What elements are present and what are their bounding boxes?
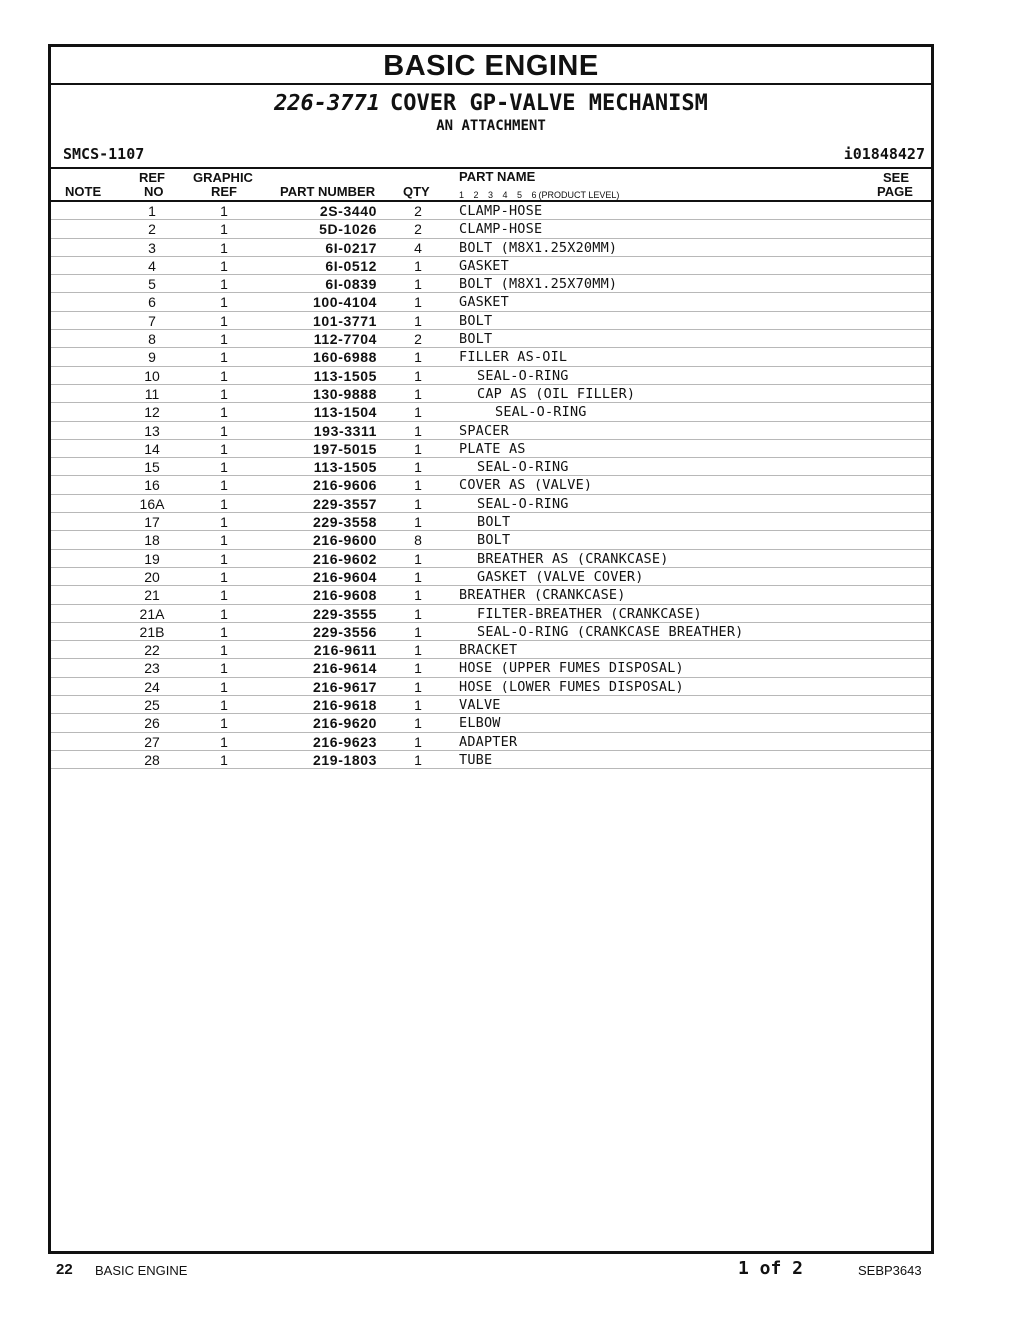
part-name: SEAL-O-RING: [495, 404, 587, 421]
quantity: 8: [414, 532, 422, 549]
part-name: BOLT: [459, 312, 493, 329]
graphic-ref: 1: [220, 623, 228, 640]
graphic-ref: 1: [220, 733, 228, 750]
graphic-ref: 1: [220, 550, 228, 567]
table-row: [51, 586, 931, 604]
graphic-ref: 1: [220, 440, 228, 457]
graphic-ref: 1: [220, 312, 228, 329]
part-number: 229-3558: [313, 514, 377, 531]
ref-no: 7: [148, 312, 156, 329]
ref-no: 17: [144, 514, 160, 531]
part-name: SEAL-O-RING: [477, 495, 569, 512]
part-name: COVER AS (VALVE): [459, 477, 593, 494]
quantity: 1: [414, 550, 422, 567]
part-number: 216-9620: [313, 715, 377, 732]
part-name: BRACKET: [459, 642, 518, 659]
ref-no: 18: [144, 532, 160, 549]
graphic-ref: 1: [220, 514, 228, 531]
part-number: 197-5015: [313, 440, 377, 457]
header-ref-1: REF: [139, 170, 165, 185]
smcs-row: [51, 141, 931, 169]
quantity: 1: [414, 587, 422, 604]
ref-no: 21: [144, 587, 160, 604]
graphic-ref: 1: [220, 294, 228, 311]
quantity: 1: [414, 459, 422, 476]
table-row: [51, 476, 931, 494]
part-name: GASKET: [459, 294, 509, 311]
part-number: 219-1803: [313, 751, 377, 768]
part-number: 112-7704: [313, 331, 377, 348]
graphic-ref: 1: [220, 678, 228, 695]
ref-no: 28: [144, 751, 160, 768]
ref-no: 26: [144, 715, 160, 732]
part-number: 216-9606: [313, 477, 377, 494]
graphic-ref: 1: [220, 349, 228, 366]
quantity: 1: [414, 642, 422, 659]
graphic-ref: 1: [220, 642, 228, 659]
graphic-ref: 1: [220, 568, 228, 585]
part-name: BREATHER (CRANKCASE): [459, 587, 626, 604]
part-name: PLATE AS: [459, 440, 526, 457]
ref-no: 3: [148, 239, 156, 256]
header-graphic-2: REF: [211, 184, 237, 199]
part-number: 216-9602: [313, 550, 377, 567]
group-title: [51, 91, 931, 117]
part-number: 6I-0839: [325, 276, 377, 293]
part-name: VALVE: [459, 697, 501, 714]
part-number: 229-3556: [313, 623, 377, 640]
part-number: 6I-0512: [325, 257, 377, 274]
table-row: [51, 513, 931, 531]
graphic-ref: 1: [220, 751, 228, 768]
parts-list: [51, 202, 931, 769]
graphic-ref: 1: [220, 385, 228, 402]
part-name: BOLT: [477, 532, 511, 549]
graphic-ref: 1: [220, 257, 228, 274]
table-row: [51, 312, 931, 330]
graphic-ref: 1: [220, 495, 228, 512]
graphic-ref: 1: [220, 239, 228, 256]
quantity: 1: [414, 367, 422, 384]
graphic-ref: 1: [220, 697, 228, 714]
header-part-number: PART NUMBER: [280, 184, 376, 199]
graphic-ref: 1: [220, 532, 228, 549]
ref-no: 20: [144, 568, 160, 585]
graphic-ref: 1: [220, 715, 228, 732]
product-level-numbers: 1 2 3 4 5 6: [459, 190, 537, 200]
quantity: 1: [414, 422, 422, 439]
smcs-code: SMCS-1107: [63, 145, 145, 163]
part-name: ELBOW: [459, 715, 501, 732]
table-row: [51, 495, 931, 513]
table-row: [51, 257, 931, 275]
quantity: 1: [414, 440, 422, 457]
part-number: 101-3771: [313, 312, 377, 329]
graphic-ref: 1: [220, 221, 228, 238]
footer-document-id: SEBP3643: [858, 1263, 922, 1278]
ref-no: 21B: [139, 623, 165, 640]
ref-no: 6: [148, 294, 156, 311]
part-name: CAP AS (OIL FILLER): [477, 385, 636, 402]
part-number: 216-9604: [313, 568, 377, 585]
table-row: [51, 696, 931, 714]
ref-no: 2: [148, 221, 156, 238]
illustration-id: i01848427: [843, 145, 925, 163]
part-name: SEAL-O-RING (CRANKCASE BREATHER): [477, 623, 744, 640]
part-number: 216-9608: [313, 587, 377, 604]
part-number: 6I-0217: [325, 239, 377, 256]
part-name: HOSE (LOWER FUMES DISPOSAL): [459, 678, 684, 695]
table-row: [51, 330, 931, 348]
table-row: [51, 550, 931, 568]
quantity: 1: [414, 257, 422, 274]
part-number: 113-1505: [313, 367, 377, 384]
part-number: 216-9617: [313, 678, 377, 695]
part-number: 229-3555: [313, 605, 377, 622]
part-number: 100-4104: [313, 294, 377, 311]
table-row: [51, 605, 931, 623]
table-row: [51, 422, 931, 440]
footer-page-number: 22: [56, 1261, 73, 1278]
table-row: [51, 751, 931, 769]
table-row: [51, 202, 931, 220]
part-number: 229-3557: [313, 495, 377, 512]
ref-no: 11: [144, 385, 160, 402]
part-number: 216-9614: [313, 660, 377, 677]
quantity: 1: [414, 623, 422, 640]
graphic-ref: 1: [220, 660, 228, 677]
graphic-ref: 1: [220, 605, 228, 622]
parts-page-frame: [48, 44, 934, 1254]
header-ref-2: NO: [144, 184, 164, 199]
quantity: 1: [414, 404, 422, 421]
header-graphic-1: GRAPHIC: [193, 170, 253, 185]
quantity: 2: [414, 203, 422, 219]
quantity: 2: [414, 221, 422, 238]
quantity: 2: [414, 331, 422, 348]
ref-no: 23: [144, 660, 160, 677]
quantity: 1: [414, 312, 422, 329]
part-number: 216-9623: [313, 733, 377, 750]
quantity: 4: [414, 239, 422, 256]
table-row: [51, 714, 931, 732]
ref-no: 4: [148, 257, 156, 274]
ref-no: 9: [148, 349, 156, 366]
part-name: BOLT (M8X1.25X20MM): [459, 239, 618, 256]
table-row: [51, 440, 931, 458]
part-number: 193-3311: [313, 422, 377, 439]
table-row: [51, 293, 931, 311]
part-number: 130-9888: [313, 385, 377, 402]
part-name: SEAL-O-RING: [477, 459, 569, 476]
part-name: BOLT: [477, 514, 511, 531]
table-row: [51, 659, 931, 677]
table-row: [51, 568, 931, 586]
table-row: [51, 367, 931, 385]
part-name: HOSE (UPPER FUMES DISPOSAL): [459, 660, 684, 677]
graphic-ref: 1: [220, 459, 228, 476]
ref-no: 1: [148, 203, 156, 219]
header-note: NOTE: [65, 184, 102, 199]
footer-section-name: BASIC ENGINE: [95, 1263, 188, 1278]
ref-no: 10: [144, 367, 160, 384]
graphic-ref: 1: [220, 404, 228, 421]
ref-no: 14: [144, 440, 160, 457]
quantity: 1: [414, 385, 422, 402]
part-number: 216-9611: [313, 642, 377, 659]
part-number: 113-1505: [313, 459, 377, 476]
ref-no: 25: [144, 697, 160, 714]
ref-no: 19: [144, 550, 160, 567]
header-part-name: PART NAME: [459, 169, 536, 184]
graphic-ref: 1: [220, 477, 228, 494]
product-level-label: (PRODUCT LEVEL): [538, 190, 620, 200]
part-name: BREATHER AS (CRANKCASE): [477, 550, 669, 567]
part-name: SEAL-O-RING: [477, 367, 569, 384]
part-name: GASKET: [459, 257, 509, 274]
part-name: BOLT (M8X1.25X70MM): [459, 276, 618, 293]
graphic-ref: 1: [220, 276, 228, 293]
part-name: BOLT: [459, 331, 493, 348]
table-row: [51, 220, 931, 238]
header-see-2: PAGE: [877, 184, 913, 199]
header-qty: QTY: [403, 184, 430, 199]
ref-no: 22: [144, 642, 160, 659]
table-row: [51, 239, 931, 257]
quantity: 1: [414, 660, 422, 677]
ref-no: 13: [144, 422, 160, 439]
graphic-ref: 1: [220, 587, 228, 604]
graphic-ref: 1: [220, 422, 228, 439]
section-title: BASIC ENGINE: [51, 47, 931, 85]
table-row: [51, 458, 931, 476]
part-number: 113-1504: [313, 404, 377, 421]
part-name: CLAMP-HOSE: [459, 221, 543, 238]
ref-no: 16A: [139, 495, 165, 512]
quantity: 1: [414, 733, 422, 750]
table-row: [51, 403, 931, 421]
part-number: 5D-1026: [319, 221, 377, 238]
part-name: SPACER: [459, 422, 509, 439]
quantity: 1: [414, 477, 422, 494]
part-name: GASKET (VALVE COVER): [477, 568, 644, 585]
table-row: [51, 275, 931, 293]
group-subtitle: AN ATTACHMENT: [436, 118, 546, 134]
group-part-number: 226-3771: [274, 91, 381, 116]
quantity: 1: [414, 568, 422, 585]
ref-no: 21A: [139, 605, 165, 622]
table-row: [51, 641, 931, 659]
table-row: [51, 348, 931, 366]
page-footer: [0, 1258, 1020, 1284]
quantity: 1: [414, 495, 422, 512]
ref-no: 5: [148, 276, 156, 293]
group-name: COVER GP-VALVE MECHANISM: [390, 91, 708, 116]
part-name: FILTER-BREATHER (CRANKCASE): [477, 605, 702, 622]
header-product-levels: [459, 188, 619, 202]
graphic-ref: 1: [220, 203, 228, 219]
ref-no: 8: [148, 331, 156, 348]
part-name: CLAMP-HOSE: [459, 203, 543, 219]
part-number: 216-9600: [313, 532, 377, 549]
quantity: 1: [414, 751, 422, 768]
part-number: 160-6988: [313, 349, 377, 366]
ref-no: 15: [144, 459, 160, 476]
ref-no: 12: [144, 404, 160, 421]
table-header: [51, 169, 931, 202]
quantity: 1: [414, 678, 422, 695]
table-row: [51, 678, 931, 696]
ref-no: 24: [144, 678, 160, 695]
quantity: 1: [414, 605, 422, 622]
quantity: 1: [414, 715, 422, 732]
graphic-ref: 1: [220, 367, 228, 384]
quantity: 1: [414, 276, 422, 293]
table-row: [51, 733, 931, 751]
quantity: 1: [414, 514, 422, 531]
part-name: FILLER AS-OIL: [459, 349, 568, 366]
ref-no: 16: [144, 477, 160, 494]
footer-page-of: 1 of 2: [738, 1258, 804, 1279]
header-see-1: SEE: [883, 170, 910, 185]
quantity: 1: [414, 697, 422, 714]
part-name: ADAPTER: [459, 733, 518, 750]
part-number: 2S-3440: [319, 203, 377, 219]
table-row: [51, 385, 931, 403]
part-number: 216-9618: [313, 697, 377, 714]
quantity: 1: [414, 349, 422, 366]
quantity: 1: [414, 294, 422, 311]
graphic-ref: 1: [220, 331, 228, 348]
table-row: [51, 531, 931, 549]
part-name: TUBE: [459, 751, 493, 768]
ref-no: 27: [144, 733, 160, 750]
table-row: [51, 623, 931, 641]
